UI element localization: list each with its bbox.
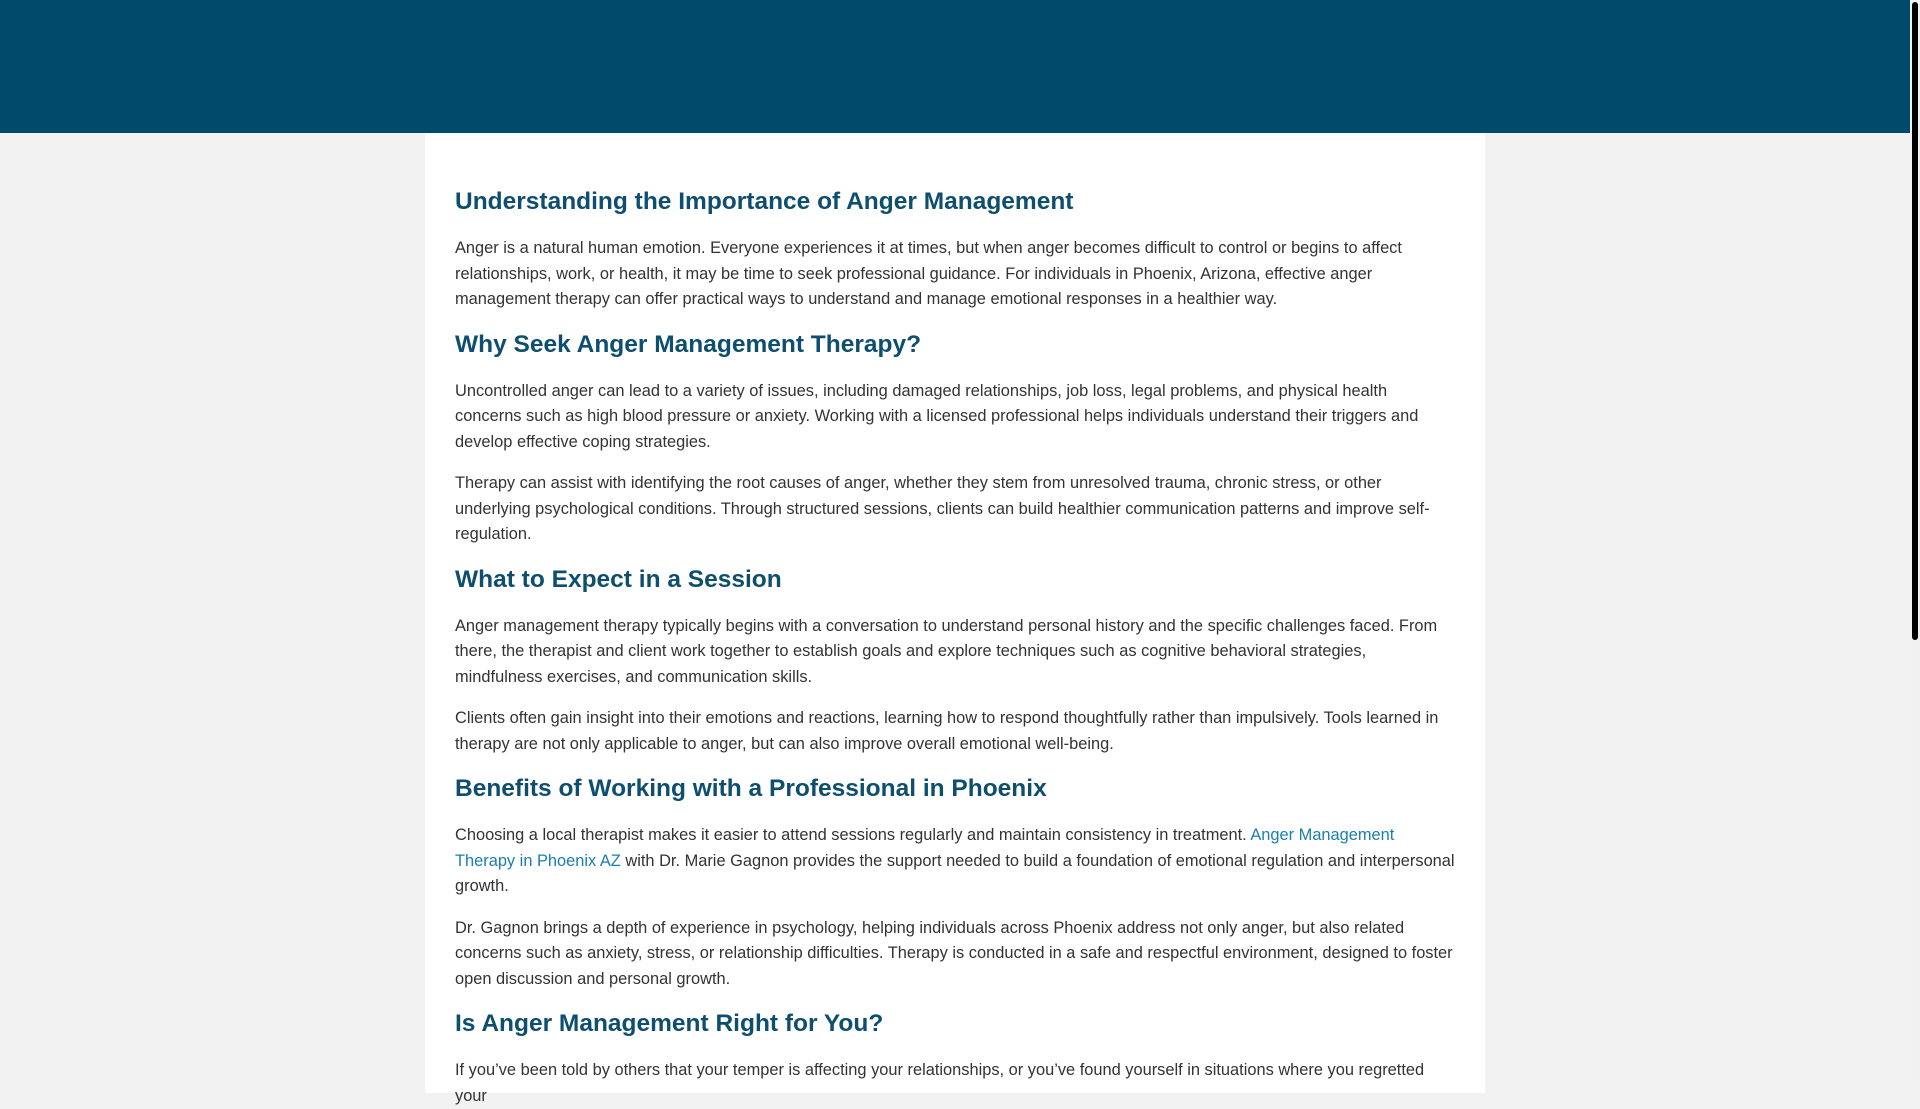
paragraph: Dr. Gagnon brings a depth of experience in psychology, helping individuals across Phoenix address not only anger, but also related concerns such as anxiety, stress, or relationship difficulties. Therapy is conducted in a safe and respectful environment, designed to foster open discussion and personal growth. xyxy=(455,918,1453,988)
scrollbar-thumb[interactable] xyxy=(1912,2,1918,640)
section-heading: What to Expect in a Session xyxy=(455,565,782,593)
section-heading: Why Seek Anger Management Therapy? xyxy=(455,330,922,358)
paragraph: If you’ve been told by others that your temper is affecting your relationships, or you’ve found yourself in situations where you regretted your xyxy=(455,1061,1425,1105)
section-heading: Benefits of Working with a Professional in Phoenix xyxy=(455,775,1047,802)
paragraph-text: Choosing a local therapist makes it easier to attend sessions regularly and maintain consistency in treatment. xyxy=(455,826,1251,844)
section-heading: Is Anger Management Right for You? xyxy=(455,1010,884,1037)
paragraph: Anger is a natural human emotion. Everyone experiences it at times, but when anger becomes difficult to control or begins to affect relationships, work, or health, it may be time to seek professional guidance. For individuals in Phoenix, Arizona, effective anger management therapy can offer practical ways to understand and manage emotional responses in a healthier way. xyxy=(455,239,1402,308)
paragraph-with-link xyxy=(455,823,1455,900)
therapy-link[interactable]: Anger Management Therapy in Phoenix AZ xyxy=(455,826,1395,870)
scrollbar[interactable] xyxy=(1910,0,1920,1080)
paragraph-text: with Dr. Marie Gagnon provides the support needed to build a foundation of emotional regulation and interpersonal growth. xyxy=(455,851,1455,895)
paragraph: Uncontrolled anger can lead to a variety of issues, including damaged relationships, job loss, legal problems, and physical health concerns such as high blood pressure or anxiety. Working with a licensed professional helps individuals understand their triggers and develop effective coping strategies. xyxy=(455,381,1419,451)
paragraph: Anger management therapy typically begins with a conversation to understand personal history and the specific challenges faced. From there, the therapist and client work together to establish goals and explore techniques such as cognitive behavioral strategies, mindfulness exercises, and communication skills. xyxy=(455,616,1438,686)
paragraph: Clients often gain insight into their emotions and reactions, learning how to respond thoughtfully rather than impulsively. Tools learned in therapy are not only applicable to anger, but can also improve overall emotional well-being. xyxy=(455,709,1439,753)
article-content xyxy=(425,133,1485,1105)
site-header xyxy=(0,0,1910,133)
section-heading: Understanding the Importance of Anger Management xyxy=(455,188,1074,215)
paragraph: Therapy can assist with identifying the root causes of anger, whether they stem from unresolved trauma, chronic stress, or other underlying psychological conditions. Through structured sessions, clients can build healthier communication patterns and improve self-regulation. xyxy=(455,474,1430,543)
